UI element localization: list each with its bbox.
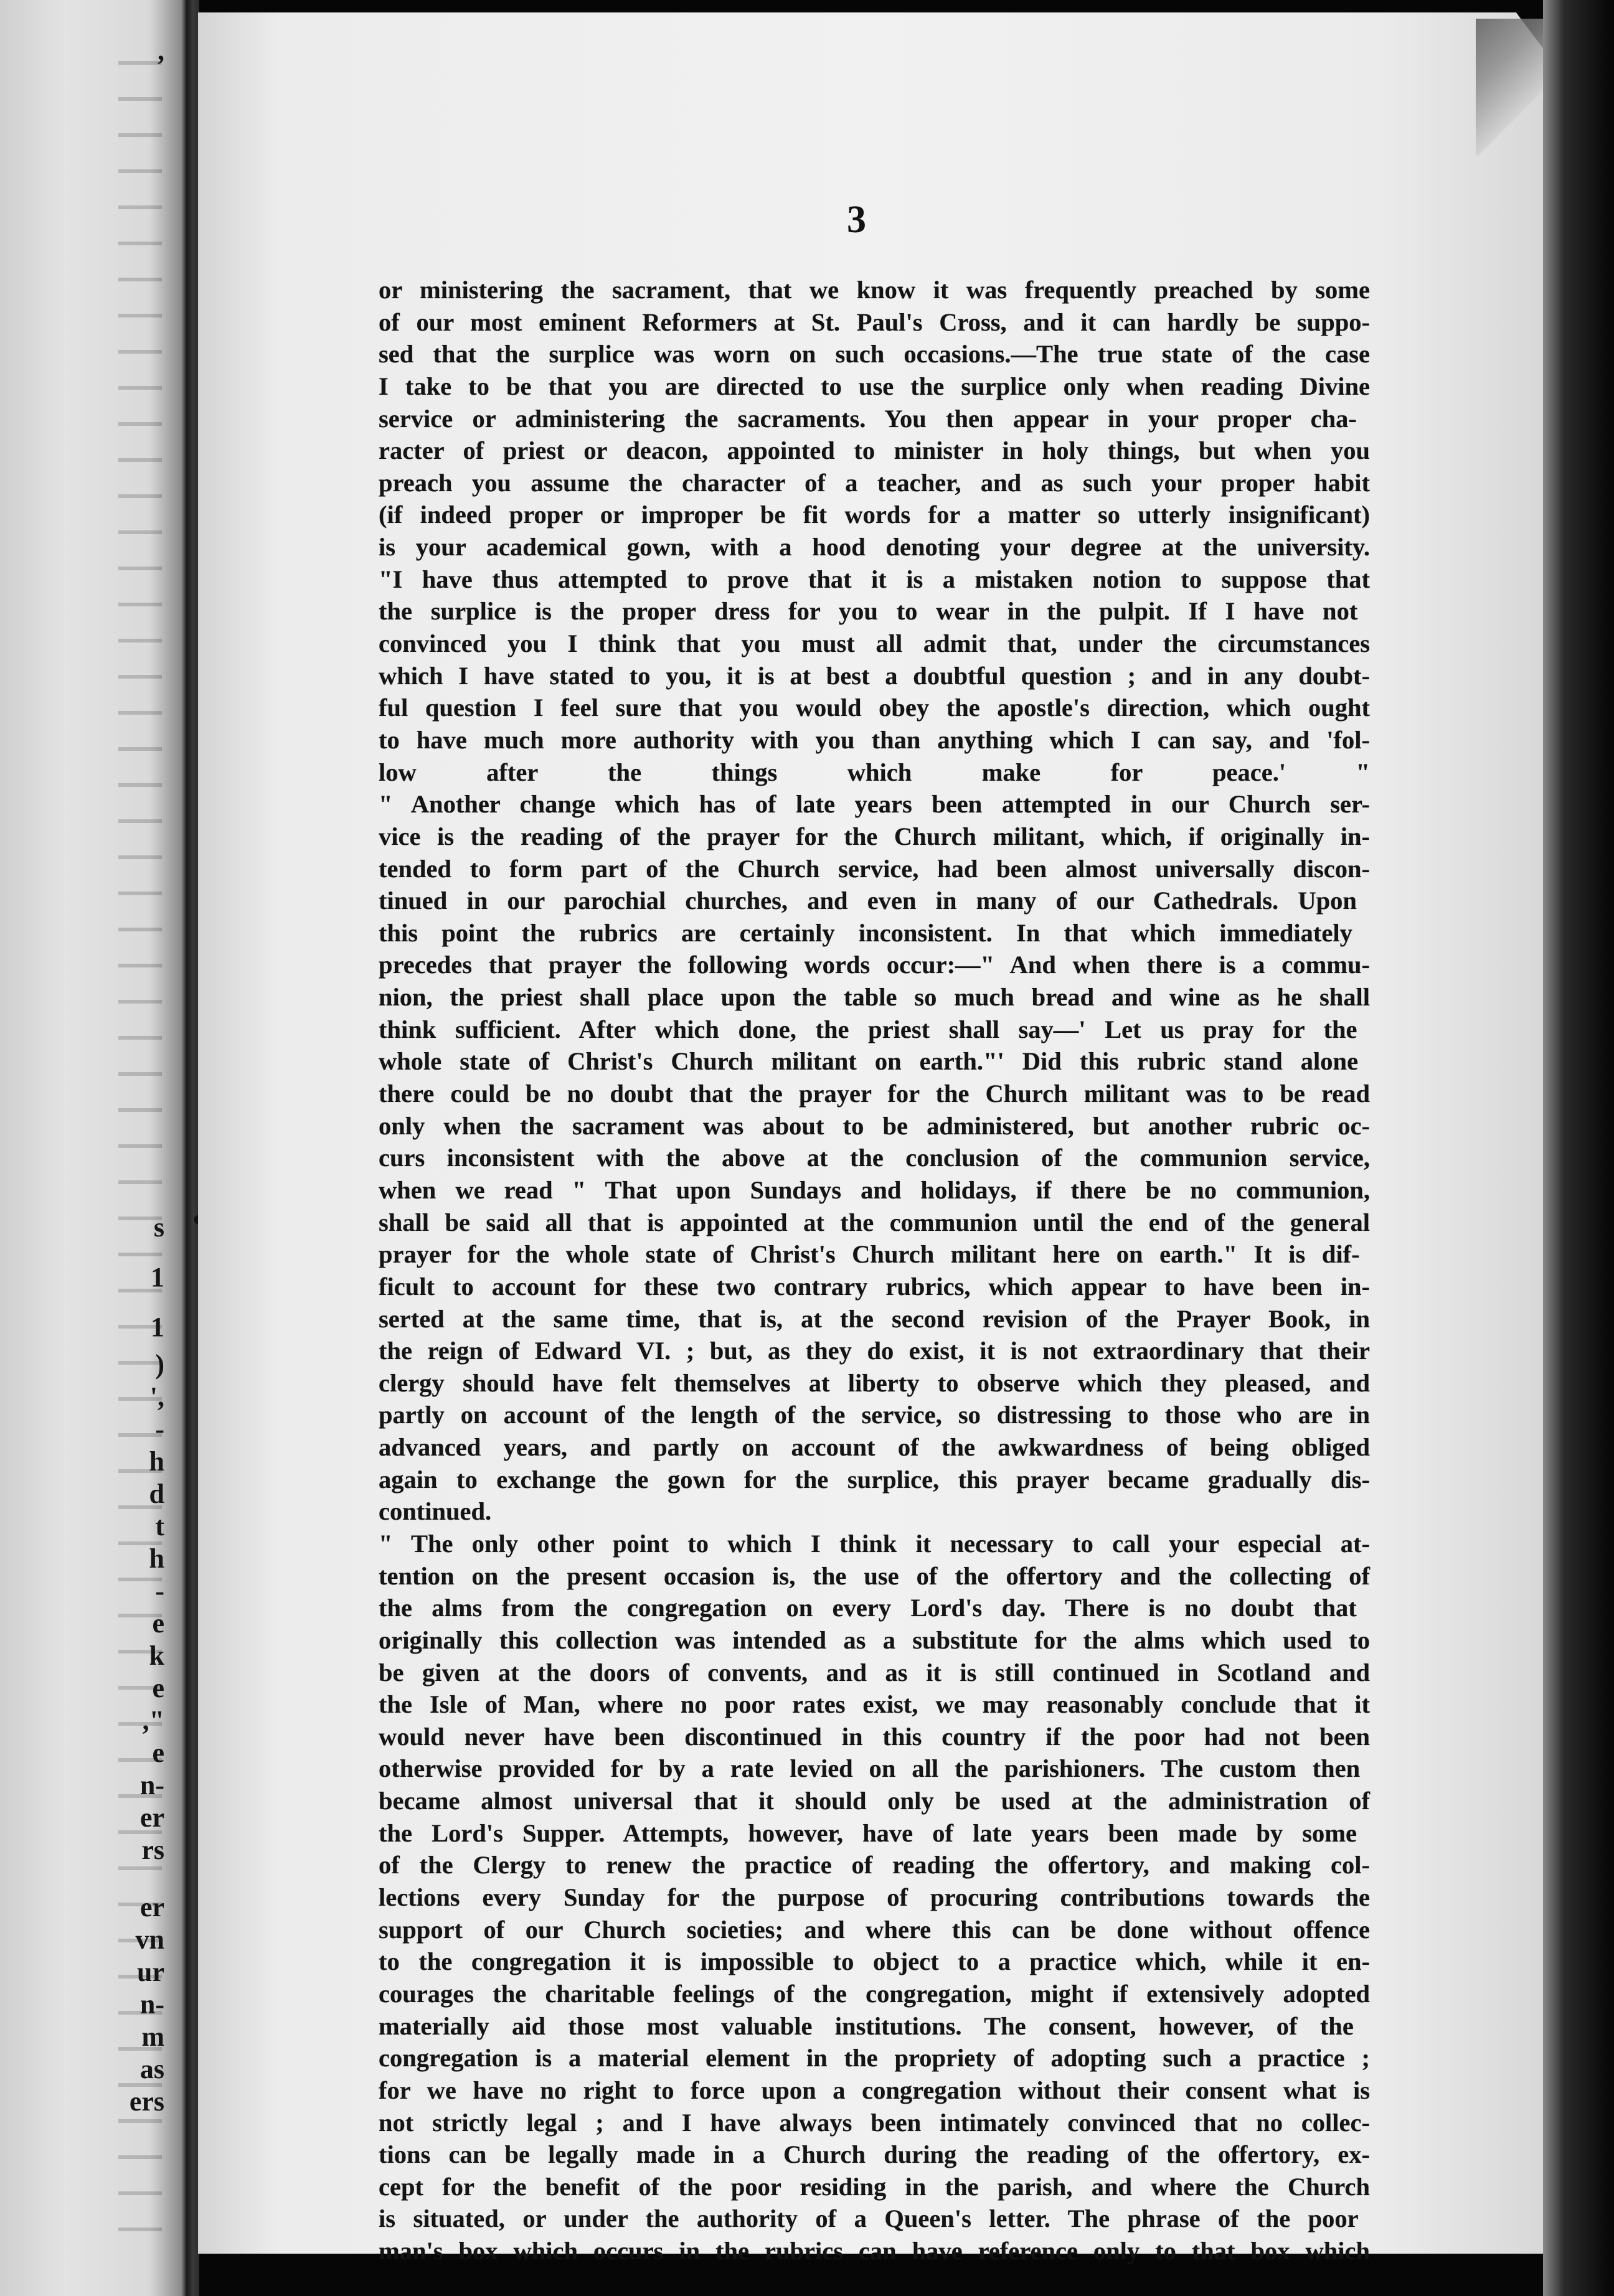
text-line: is your academical gown, with a hood denoting your degree at the university.	[379, 533, 1370, 562]
text-line: not strictly legal ; and I have always been intimately convinced that no collec-	[379, 2108, 1370, 2137]
text-line: the Lord's Supper. Attempts, however, have of late years been made by some	[379, 1818, 1357, 1847]
text-line: became almost universal that it should only be used at the administration of	[379, 1787, 1370, 1815]
left-fragment: ur	[137, 1957, 164, 1987]
text-line: " Another change which has of late years been attempted in our Church ser-	[379, 790, 1370, 819]
text-line: originally this collection was intended as a substitute for the alms which used to	[379, 1626, 1370, 1654]
text-line: or ministering the sacrament, that we know it was frequently preached by some	[379, 276, 1370, 304]
text-line: tention on the present occasion is, the use of the offertory and the collecting of	[379, 1561, 1370, 1590]
text-line: curs inconsistent with the above at the conclusion of the communion service,	[379, 1144, 1370, 1172]
text-line: is situated, or under the authority of a Queen's letter. The phrase of the poor	[379, 2204, 1359, 2233]
book-gutter	[187, 0, 199, 2296]
text-line: ficult to account for these two contrary rubrics, which appear to have been in-	[379, 1272, 1370, 1301]
text-line: of our most eminent Reformers at St. Paul's Cross, and it can hardly be suppo-	[379, 308, 1370, 336]
left-fragment: -	[155, 1414, 164, 1444]
left-fragment: h	[149, 1543, 164, 1574]
text-line: otherwise provided for by a rate levied on all the parishioners. The custom then	[379, 1754, 1361, 1783]
left-fragment: n-	[139, 1989, 164, 2020]
left-fragment: n-	[139, 1770, 164, 1800]
text-line: the alms from the congregation on every Lord's day. There is no doubt that	[379, 1594, 1357, 1622]
text-line: tinued in our parochial churches, and even in many of our Cathedrals. Upon	[379, 887, 1357, 915]
text-line: continued.	[379, 1497, 492, 1526]
text-line: racter of priest or deacon, appointed to minister in holy things, but when you	[379, 436, 1370, 465]
text-line: of the Clergy to renew the practice of reading the offertory, and making col-	[379, 1851, 1370, 1880]
text-line: sed that the surplice was worn on such occasions.—The true state of the case	[379, 340, 1370, 369]
text-line: shall be said all that is appointed at the communion until the end of the general	[379, 1208, 1370, 1236]
text-line: be given at the doors of convents, and as it is still continued in Scotland and	[379, 1658, 1370, 1687]
left-fragment: ,	[158, 35, 164, 66]
text-line: tended to form part of the Church service, had been almost universally discon-	[379, 854, 1370, 883]
text-line: the Isle of Man, where no poor rates exist, we may reasonably conclude that it	[379, 1690, 1370, 1719]
text-line: to have much more authority with you than anything which I can say, and 'fol-	[379, 725, 1370, 754]
text-line: (if indeed proper or improper be fit words for a matter so utterly insignificant)	[379, 501, 1370, 529]
text-line: support of our Church societies; and where this can be done without offence	[379, 1915, 1370, 1944]
left-fragment: e	[152, 1608, 164, 1639]
left-fragment: er	[139, 1802, 164, 1833]
text-line: to the congregation it is impossible to object to a practice which, while it en-	[379, 1947, 1370, 1976]
left-fragment: rs	[141, 1835, 164, 1865]
text-line: the surplice is the proper dress for you to wear in the pulpit. If I have not	[379, 597, 1358, 626]
text-line: materially aid those most valuable institutions. The consent, however, of the	[379, 2011, 1354, 2040]
text-line: only when the sacrament was about to be administered, but another rubric oc-	[379, 1111, 1370, 1140]
left-fragment: 1	[151, 1312, 164, 1342]
text-line: convinced you I think that you must all admit that, under the circumstances	[379, 629, 1370, 658]
left-fragment: as	[139, 2054, 164, 2084]
left-fragment: er	[139, 1892, 164, 1922]
text-line: service or administering the sacraments. You then appear in your proper cha-	[379, 404, 1357, 433]
left-fragment: )	[155, 1349, 164, 1380]
text-line: cept for the benefit of the poor residing in the parish, and where the Church	[379, 2172, 1370, 2201]
text-line: whole state of Christ's Church militant on earth."' Did this rubric stand alone	[379, 1047, 1359, 1076]
text-line: serted at the same time, that is, at the second revision of the Prayer Book, in	[379, 1304, 1370, 1333]
text-line: " The only other point to which I think it necessary to call your especial at-	[379, 1529, 1370, 1558]
text-line: advanced years, and partly on account of the awkwardness of being obliged	[379, 1433, 1370, 1462]
left-fragment: vn	[135, 1924, 164, 1955]
left-fragment: k	[149, 1640, 164, 1671]
left-fragment: ',	[149, 1381, 164, 1412]
text-line: courages the charitable feelings of the congregation, might if extensively adopted	[379, 1979, 1370, 2008]
left-page-fragment	[0, 0, 187, 2296]
text-line: clergy should have felt themselves at liberty to observe which they pleased, and	[379, 1368, 1370, 1397]
text-line: tions can be legally made in a Church during the reading of the offertory, ex-	[379, 2140, 1370, 2169]
left-fragment: t	[155, 1511, 164, 1541]
left-fragment: ers	[129, 2086, 164, 2117]
text-line: which I have stated to you, it is at best a doubtful question ; and in any doubt-	[379, 661, 1370, 690]
left-fragment: ,"	[142, 1705, 164, 1736]
text-line: "I have thus attempted to prove that it is a mistaken notion to suppose that	[379, 565, 1370, 593]
left-fragment: -	[155, 1576, 164, 1606]
text-line: partly on account of the length of the service, so distressing to those who are in	[379, 1401, 1370, 1429]
text-line: low after the things which make for peace.' "	[379, 758, 1370, 786]
text-line: when we read " That upon Sundays and holidays, if there be no communion,	[379, 1175, 1370, 1204]
left-fragment: h	[149, 1446, 164, 1477]
text-line: would never have been discontinued in this country if the poor had not been	[379, 1722, 1370, 1751]
text-line: this point the rubrics are certainly inconsistent. In that which immediately	[379, 918, 1352, 947]
text-line: there could be no doubt that the prayer for the Church militant was to be read	[379, 1080, 1370, 1108]
text-line: man's box which occurs in the rubrics can have reference only to that box which	[379, 2237, 1370, 2265]
text-line: vice is the reading of the prayer for the Church militant, which, if originally in-	[379, 822, 1370, 850]
left-fragment: s	[153, 1212, 164, 1243]
left-fragment: e	[152, 1738, 164, 1768]
page-body-text	[379, 274, 1370, 2267]
text-line: for we have no right to force upon a congregation without their consent what is	[379, 2076, 1370, 2104]
left-fragment: e	[152, 1673, 164, 1703]
text-line: nion, the priest shall place upon the table so much bread and wine as he shall	[379, 983, 1370, 1012]
text-line: again to exchange the gown for the surplice, this prayer became gradually dis-	[379, 1465, 1370, 1494]
left-fragment: 1	[151, 1262, 164, 1292]
text-line: precedes that prayer the following words occur:—" And when there is a commu-	[379, 951, 1370, 979]
text-line: congregation is a material element in the propriety of adopting such a practice ;	[379, 2044, 1370, 2073]
text-line: ful question I feel sure that you would obey the apostle's direction, which ought	[379, 694, 1370, 722]
left-fragment: d	[149, 1479, 164, 1509]
text-line: prayer for the whole state of Christ's Church militant here on earth." It is dif-	[379, 1240, 1360, 1269]
left-fragment: m	[141, 2021, 164, 2052]
text-line: preach you assume the character of a teacher, and as such your proper habit	[379, 468, 1370, 497]
page-right-edge-shadow	[1543, 0, 1614, 2296]
text-line: lections every Sunday for the purpose of procuring contributions towards the	[379, 1883, 1370, 1912]
text-line: think sufficient. After which done, the priest shall say—' Let us pray for the	[379, 1015, 1357, 1043]
text-line: the reign of Edward VI. ; but, as they do exist, it is not extraordinary that their	[379, 1337, 1370, 1365]
text-line: I take to be that you are directed to use the surplice only when reading Divine	[379, 372, 1370, 400]
page-number: 3	[847, 199, 866, 241]
